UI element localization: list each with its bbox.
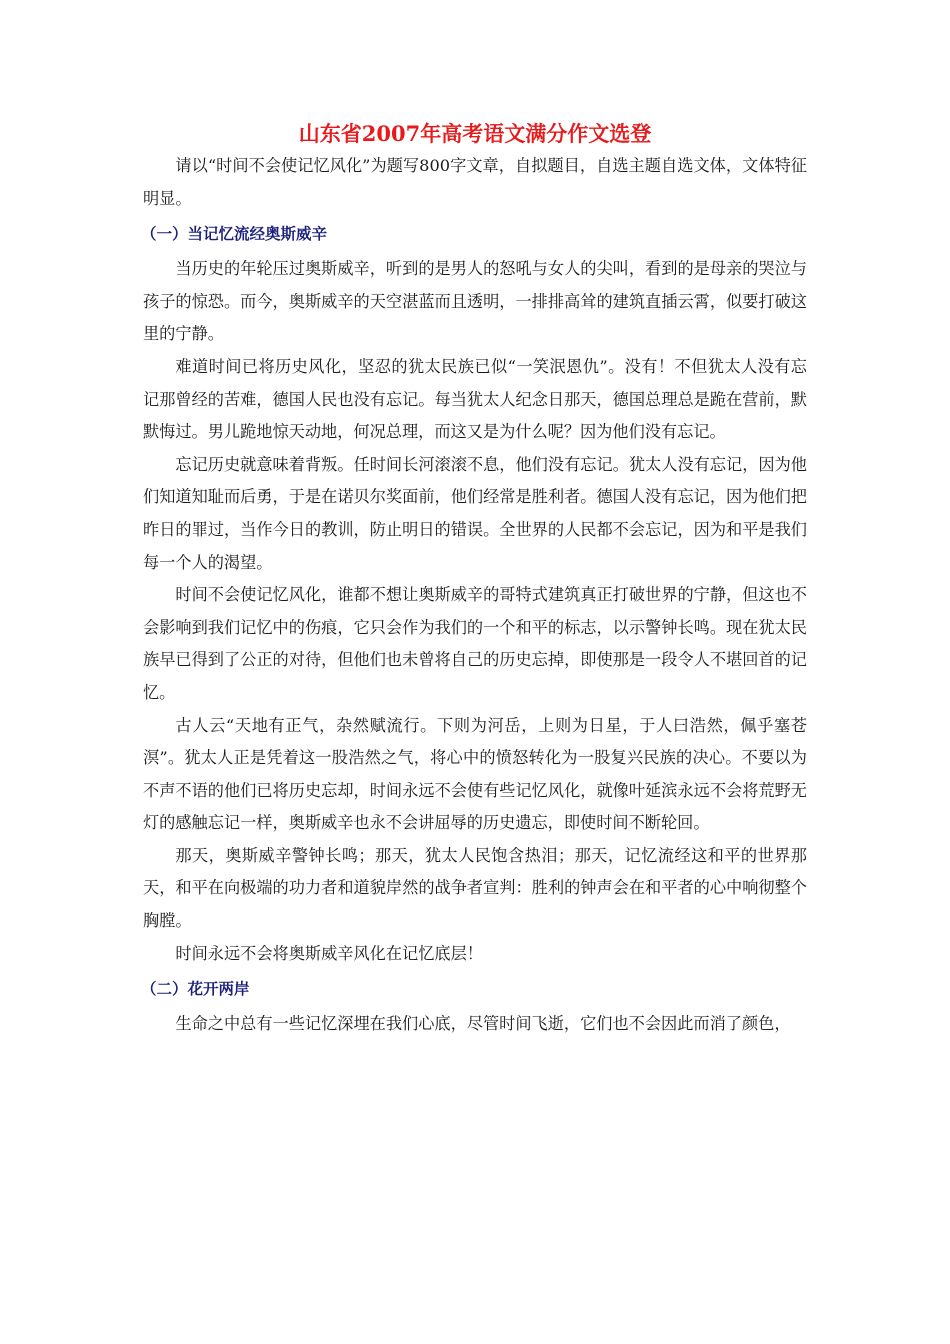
paragraph: 时间永远不会将奥斯威辛风化在记忆底层！ xyxy=(175,943,483,963)
paragraph: 那天，奥斯威辛警钟长鸣；那天，犹太人民饱含热泪；那天，记忆流经这和平的世界那天，和平在向极端的功力者和道貌岸然的战争者宣判：胜利的钟声会在和平者的心中响彻整个胸膛。 xyxy=(143,845,807,931)
section-2 xyxy=(143,970,807,1041)
section-heading: （一）当记忆流经奥斯威辛 xyxy=(141,224,328,244)
paragraph: 难道时间已将历史风化，坚忍的犹太民族已似“一笑泯恩仇”。没有！不但犹太人没有忘记那曾经的苦难，德国人民也没有忘记。每当犹太人纪念日那天，德国总理总是跪在营前，默默悔过。男儿跪地惊天动地，何况总理，而这又是为什么呢？因为他们没有忘记。 xyxy=(143,356,807,442)
section-1 xyxy=(143,215,807,970)
paragraph: 生命之中总有一些记忆深埋在我们心底，尽管时间飞逝，它们也不会因此而消了颜色， xyxy=(175,1014,791,1034)
section-heading: （二）花开两岸 xyxy=(141,979,250,999)
paragraph: 当历史的年轮压过奥斯威辛，听到的是男人的怒吼与女人的尖叫，看到的是母亲的哭泣与孩子的惊恐。而今，奥斯威辛的天空湛蓝而且透明，一排排高耸的建筑直插云霄，似要打破这里的宁静。 xyxy=(143,259,807,344)
paragraph: 忘记历史就意味着背叛。任时间长河滚滚不息，他们没有忘记。犹太人没有忘记，因为他们知道知耻而后勇，于是在诺贝尔奖面前，他们经常是胜利者。德国人没有忘记，因为他们把昨日的罪过，当作今日的教训，防止明日的错误。全世界的人民都不会忘记，因为和平是我们每一个人的渴望。 xyxy=(143,454,807,572)
document-title: 山东省2007年高考语文满分作文选登 xyxy=(298,121,652,146)
document-page xyxy=(143,118,807,1041)
paragraph: 古人云“天地有正气，杂然赋流行。下则为河岳，上则为日星，于人曰浩然，佩乎塞苍溟”。犹太人正是凭着这一股浩然之气，将心中的愤怒转化为一股复兴民族的决心。不要以为不声不语的他们已将历史忘却，时间永远不会使有些记忆风化，就像叶延滨永远不会将荒野无灯的感触忘记一样，奥斯威辛也永不会讲屈辱的历史遗忘，即使时间不断轮回。 xyxy=(143,715,807,833)
paragraph: 时间不会使记忆风化，谁都不想让奥斯威辛的哥特式建筑真正打破世界的宁静，但这也不会影响到我们记忆中的伤痕，它只会作为我们的一个和平的标志，以示警钟长鸣。现在犹太民族早已得到了公正的对待，但他们也未曾将自己的历史忘掉，即使那是一段令人不堪回首的记忆。 xyxy=(143,585,807,702)
essay-prompt: 请以“时间不会使记忆风化”为题写800字文章，自拟题目，自选主题自选文体，文体特征明显。 xyxy=(143,156,807,208)
